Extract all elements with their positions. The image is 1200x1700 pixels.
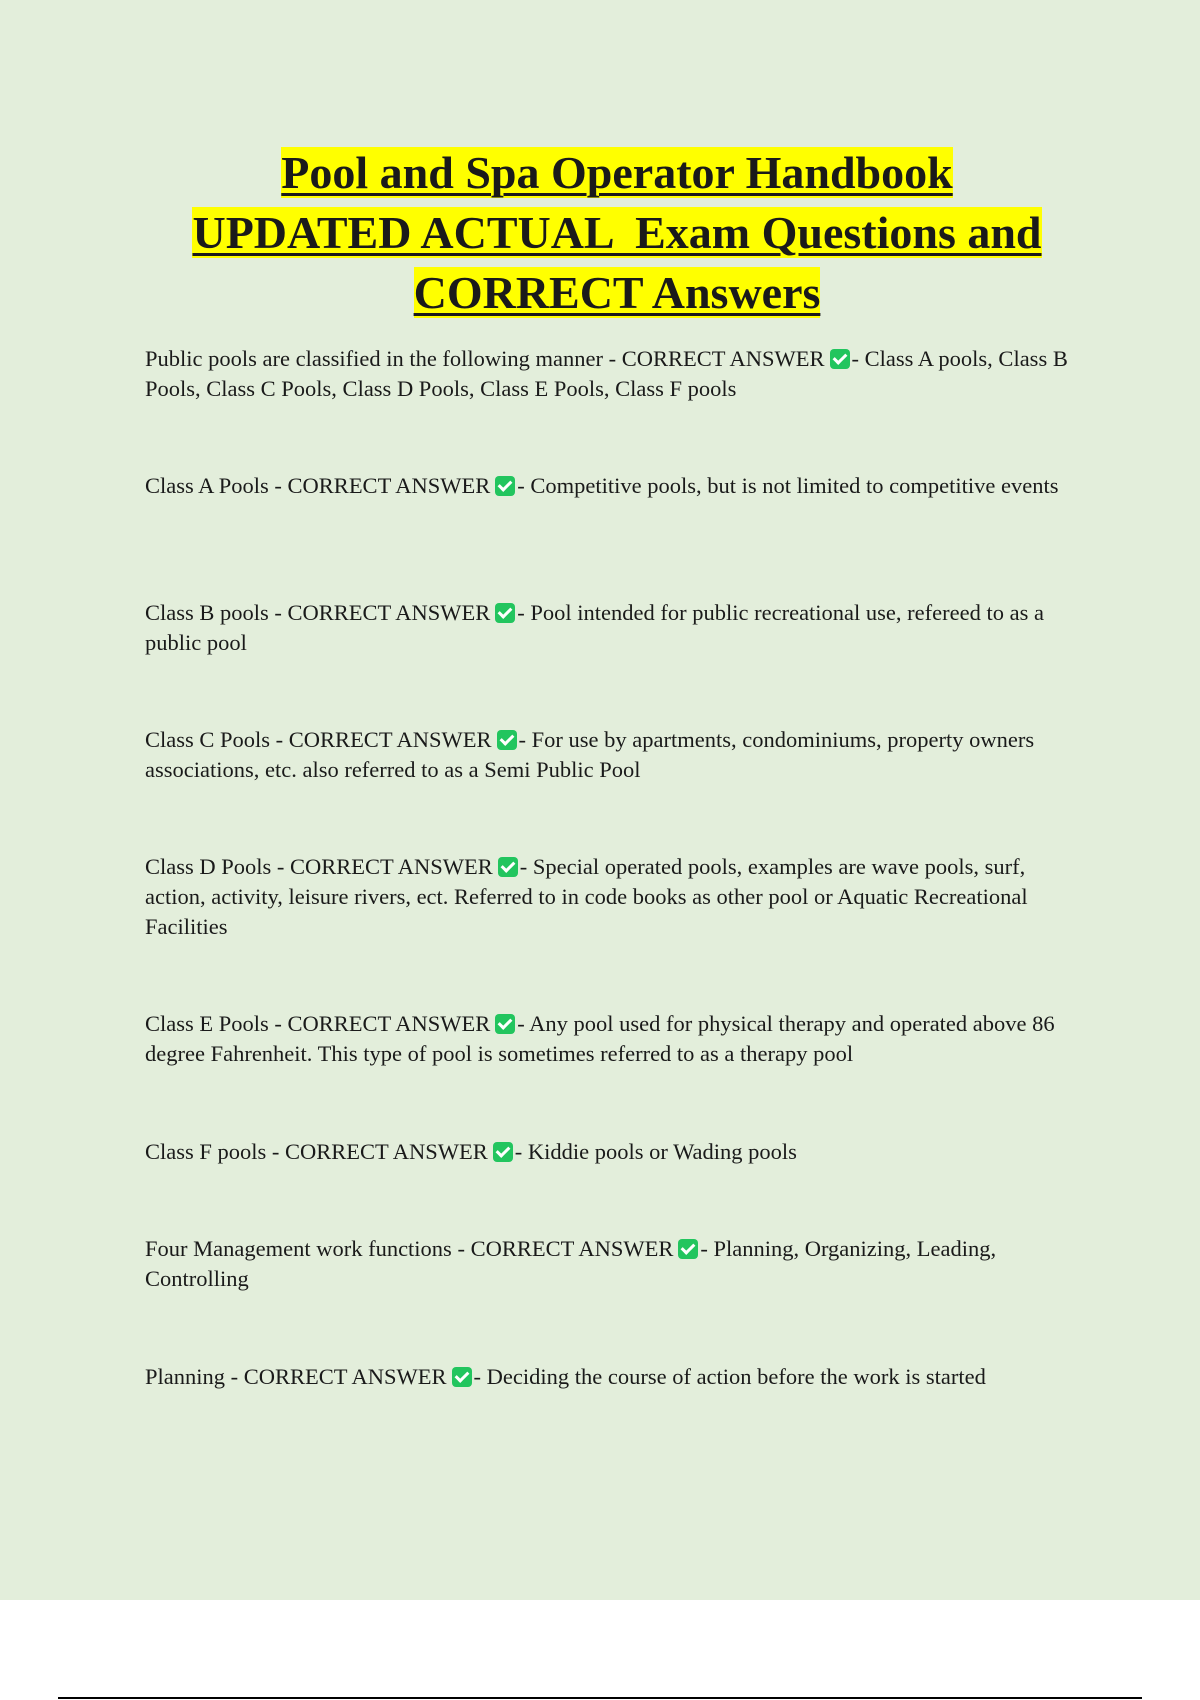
entry-term: Class A Pools bbox=[145, 473, 269, 498]
entry-term: Class C Pools bbox=[145, 727, 271, 752]
green-checkmark-icon bbox=[452, 1367, 472, 1387]
green-checkmark-icon bbox=[830, 349, 850, 369]
green-checkmark-icon bbox=[678, 1239, 698, 1259]
green-checkmark-icon bbox=[497, 730, 517, 750]
entry-answer-marker: CORRECT ANSWER bbox=[287, 473, 491, 498]
entry-term: Class E Pools bbox=[145, 1011, 269, 1036]
entry-term: Class D Pools bbox=[145, 854, 272, 879]
entry-answer: Kiddie pools or Wading pools bbox=[527, 1139, 797, 1164]
entry-term: Planning bbox=[145, 1364, 226, 1389]
document-title bbox=[60, 143, 1174, 323]
qa-entry-class-d: Class D Pools - CORRECT ANSWER - Special operated pools, examples are wave pools, surf, action, activity, leisure rivers, ect. Referred to in code books as other pool or Aquatic Recreational Facilities bbox=[145, 854, 1028, 939]
entry-answer-marker: CORRECT ANSWER bbox=[290, 854, 493, 879]
green-checkmark-icon bbox=[495, 603, 515, 623]
entry-term: Class F pools bbox=[145, 1139, 267, 1164]
green-checkmark-icon bbox=[498, 857, 518, 877]
entry-answer: Special operated pools, examples are wave pools, surf, action, activity, leisure rivers, ect. Referred to in code books as other pool or Aquatic Recreational Facilities bbox=[145, 854, 1028, 939]
entry-answer: Competitive pools, but is not limited to competitive events bbox=[530, 473, 1059, 498]
entry-term: Public pools are classified in the following manner bbox=[145, 346, 604, 371]
qa-entry-planning: Planning - CORRECT ANSWER - Deciding the course of action before the work is started bbox=[145, 1364, 986, 1389]
title-line-3: CORRECT Answers bbox=[413, 267, 821, 318]
qa-entry-class-e: Class E Pools - CORRECT ANSWER - Any pool used for physical therapy and operated above 86 degree Fahrenheit. This type of pool is sometimes referred to as a therapy pool bbox=[145, 1011, 1055, 1066]
entry-answer: For use by apartments, condominiums, property owners associations, etc. also referred to as a Semi Public Pool bbox=[145, 727, 1035, 782]
footer-divider bbox=[58, 1697, 1142, 1699]
entry-answer-marker: CORRECT ANSWER bbox=[287, 1011, 491, 1036]
qa-entry-management-functions: Four Management work functions - CORRECT ANSWER - Planning, Organizing, Leading, Controlling bbox=[145, 1236, 997, 1291]
title-line-2: UPDATED ACTUAL Exam Questions and bbox=[192, 207, 1042, 258]
green-checkmark-icon bbox=[495, 476, 515, 496]
entry-answer: Deciding the course of action before the work is started bbox=[486, 1364, 986, 1389]
green-checkmark-icon bbox=[495, 1014, 515, 1034]
entry-answer: Pool intended for public recreational use, refereed to as a public pool bbox=[145, 600, 1044, 655]
entry-answer: Planning, Organizing, Leading, Controlling bbox=[145, 1236, 997, 1291]
title-line-1: Pool and Spa Operator Handbook bbox=[281, 147, 953, 198]
entry-answer: Class A pools, Class B Pools, Class C Pools, Class D Pools, Class E Pools, Class F pools bbox=[145, 346, 1068, 401]
entry-answer-marker: CORRECT ANSWER bbox=[470, 1236, 674, 1261]
qa-entry-class-c: Class C Pools - CORRECT ANSWER - For use by apartments, condominiums, property owners associations, etc. also referred to as a Semi Public Pool bbox=[145, 727, 1035, 782]
qa-entry-public-pools: Public pools are classified in the following manner - CORRECT ANSWER - Class A pools, Class B Pools, Class C Pools, Class D Pools, Class E Pools, Class F pools bbox=[145, 346, 1068, 401]
entry-term: Class B pools bbox=[145, 600, 269, 625]
entry-answer-marker: CORRECT ANSWER bbox=[243, 1364, 447, 1389]
qa-entry-class-f: Class F pools - CORRECT ANSWER - Kiddie pools or Wading pools bbox=[145, 1139, 797, 1164]
qa-entry-class-a: Class A Pools - CORRECT ANSWER - Competitive pools, but is not limited to competitive events bbox=[145, 473, 1059, 498]
entry-answer-marker: CORRECT ANSWER bbox=[287, 600, 491, 625]
entry-answer: Any pool used for physical therapy and operated above 86 degree Fahrenheit. This type of pool is sometimes referred to as a therapy pool bbox=[145, 1011, 1055, 1066]
entry-answer-marker: CORRECT ANSWER bbox=[621, 346, 825, 371]
entry-term: Four Management work functions bbox=[145, 1236, 452, 1261]
entry-answer-marker: CORRECT ANSWER bbox=[285, 1139, 488, 1164]
entry-answer-marker: CORRECT ANSWER bbox=[288, 727, 492, 752]
green-checkmark-icon bbox=[493, 1142, 513, 1162]
qa-entry-class-b: Class B pools - CORRECT ANSWER - Pool intended for public recreational use, refereed to as a public pool bbox=[145, 600, 1044, 655]
